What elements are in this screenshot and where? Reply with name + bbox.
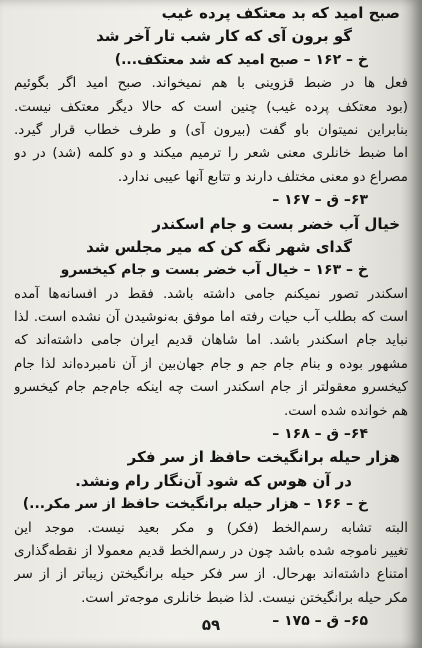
commentary-line: فعل ها در ضبط قزوینی با هم نمیخواند. صبح امید اگر بگوئیم <box>14 75 408 92</box>
variant-reference: خ – ۱۶۳ – خیال آب خضر بست و جام کیخسرو <box>60 262 368 279</box>
commentary-line: بنابراین نمیتوان باو گفت (بیرون آی) و طرف خطاب قرار گیرد. <box>14 121 408 138</box>
commentary-line: هم خوانده شده است. <box>283 402 408 419</box>
verse-line: گدای شهر نگه کن که میر مجلس شد <box>86 237 352 256</box>
commentary-line: نباید جام اسکندر باشد. اما شاهان قدیم ایران جامی داشته‌اند که <box>14 332 408 349</box>
commentary-line: امتناع داشته‌اند بهرحال. از سر فکر حیله برانگیختن زیباتر از از سر <box>14 566 408 583</box>
page-number: ۵۹ <box>201 616 221 634</box>
entry-number: ۶۴– ق – ۱۶۸ – <box>272 426 368 443</box>
variant-reference: خ – ۱۶۶ – هزار حیله برانگیخت حافظ از سر مکر...) <box>22 496 368 513</box>
commentary-line: (بود معتکف پرده غیب) چنین است که حالا دیگر معتکف نیست. <box>14 98 408 115</box>
commentary-line: تغییر ناموجه شده باشد چون در رسم‌الخط قدیم معمولا از نقطه‌گذاری <box>14 542 408 559</box>
page-text <box>14 2 408 634</box>
commentary-line: مشهور بوده و بنام جام جم و جام جهان‌بین از آن نامبرده‌اند لذا جام <box>14 355 408 372</box>
commentary-line: مصراع دو معنی مختلف دارند و تتابع آنها عیبی ندارد. <box>117 168 408 185</box>
commentary-line: کیخسرو معقولتر از جام اسکندر است چه اینکه جام‌جم جام کیخسرو <box>14 379 408 396</box>
commentary-line: مکر حیله برانگیختن نیست. لذا ضبط خانلری موجه‌تر است. <box>81 589 408 606</box>
verse-line: هزار حیله برانگیخت حافظ از سر فکر <box>127 448 400 467</box>
commentary-line: البته تشابه رسم‌الخط (فکر) و مکر بعید نیست. موجد این <box>14 519 408 536</box>
verse-line: گو برون آی که کار شب تار آخر شد <box>96 27 352 46</box>
verse-line: خیال آب خضر بست و جام اسکندر <box>152 214 400 233</box>
commentary-line: اسکندر تصور نمیکنم جامی داشته باشد. فقط در افسانه‌ها آمده <box>14 285 408 302</box>
variant-reference: خ – ۱۶۲ – صبح امید که شد معتکف...) <box>114 51 368 68</box>
commentary-line: اما ضبط خانلری معنی شعر را ترمیم میکند و دو کلمه (شد) در دو <box>14 145 408 162</box>
verse-line: در آن هوس که شود آن‌نگار رام ونشد. <box>75 471 352 490</box>
verse-line: صبح امید که بد معتکف پرده غیب <box>161 4 400 22</box>
entry-number: ۶۵– ق – ۱۷۵ – <box>272 613 368 630</box>
entry-number: ۶۳– ق – ۱۶۷ – <box>272 192 368 209</box>
commentary-line: است که بطلب آب حیات رفته اما موفق به‌نوشیدن آن نشده است. لذا <box>14 309 408 326</box>
